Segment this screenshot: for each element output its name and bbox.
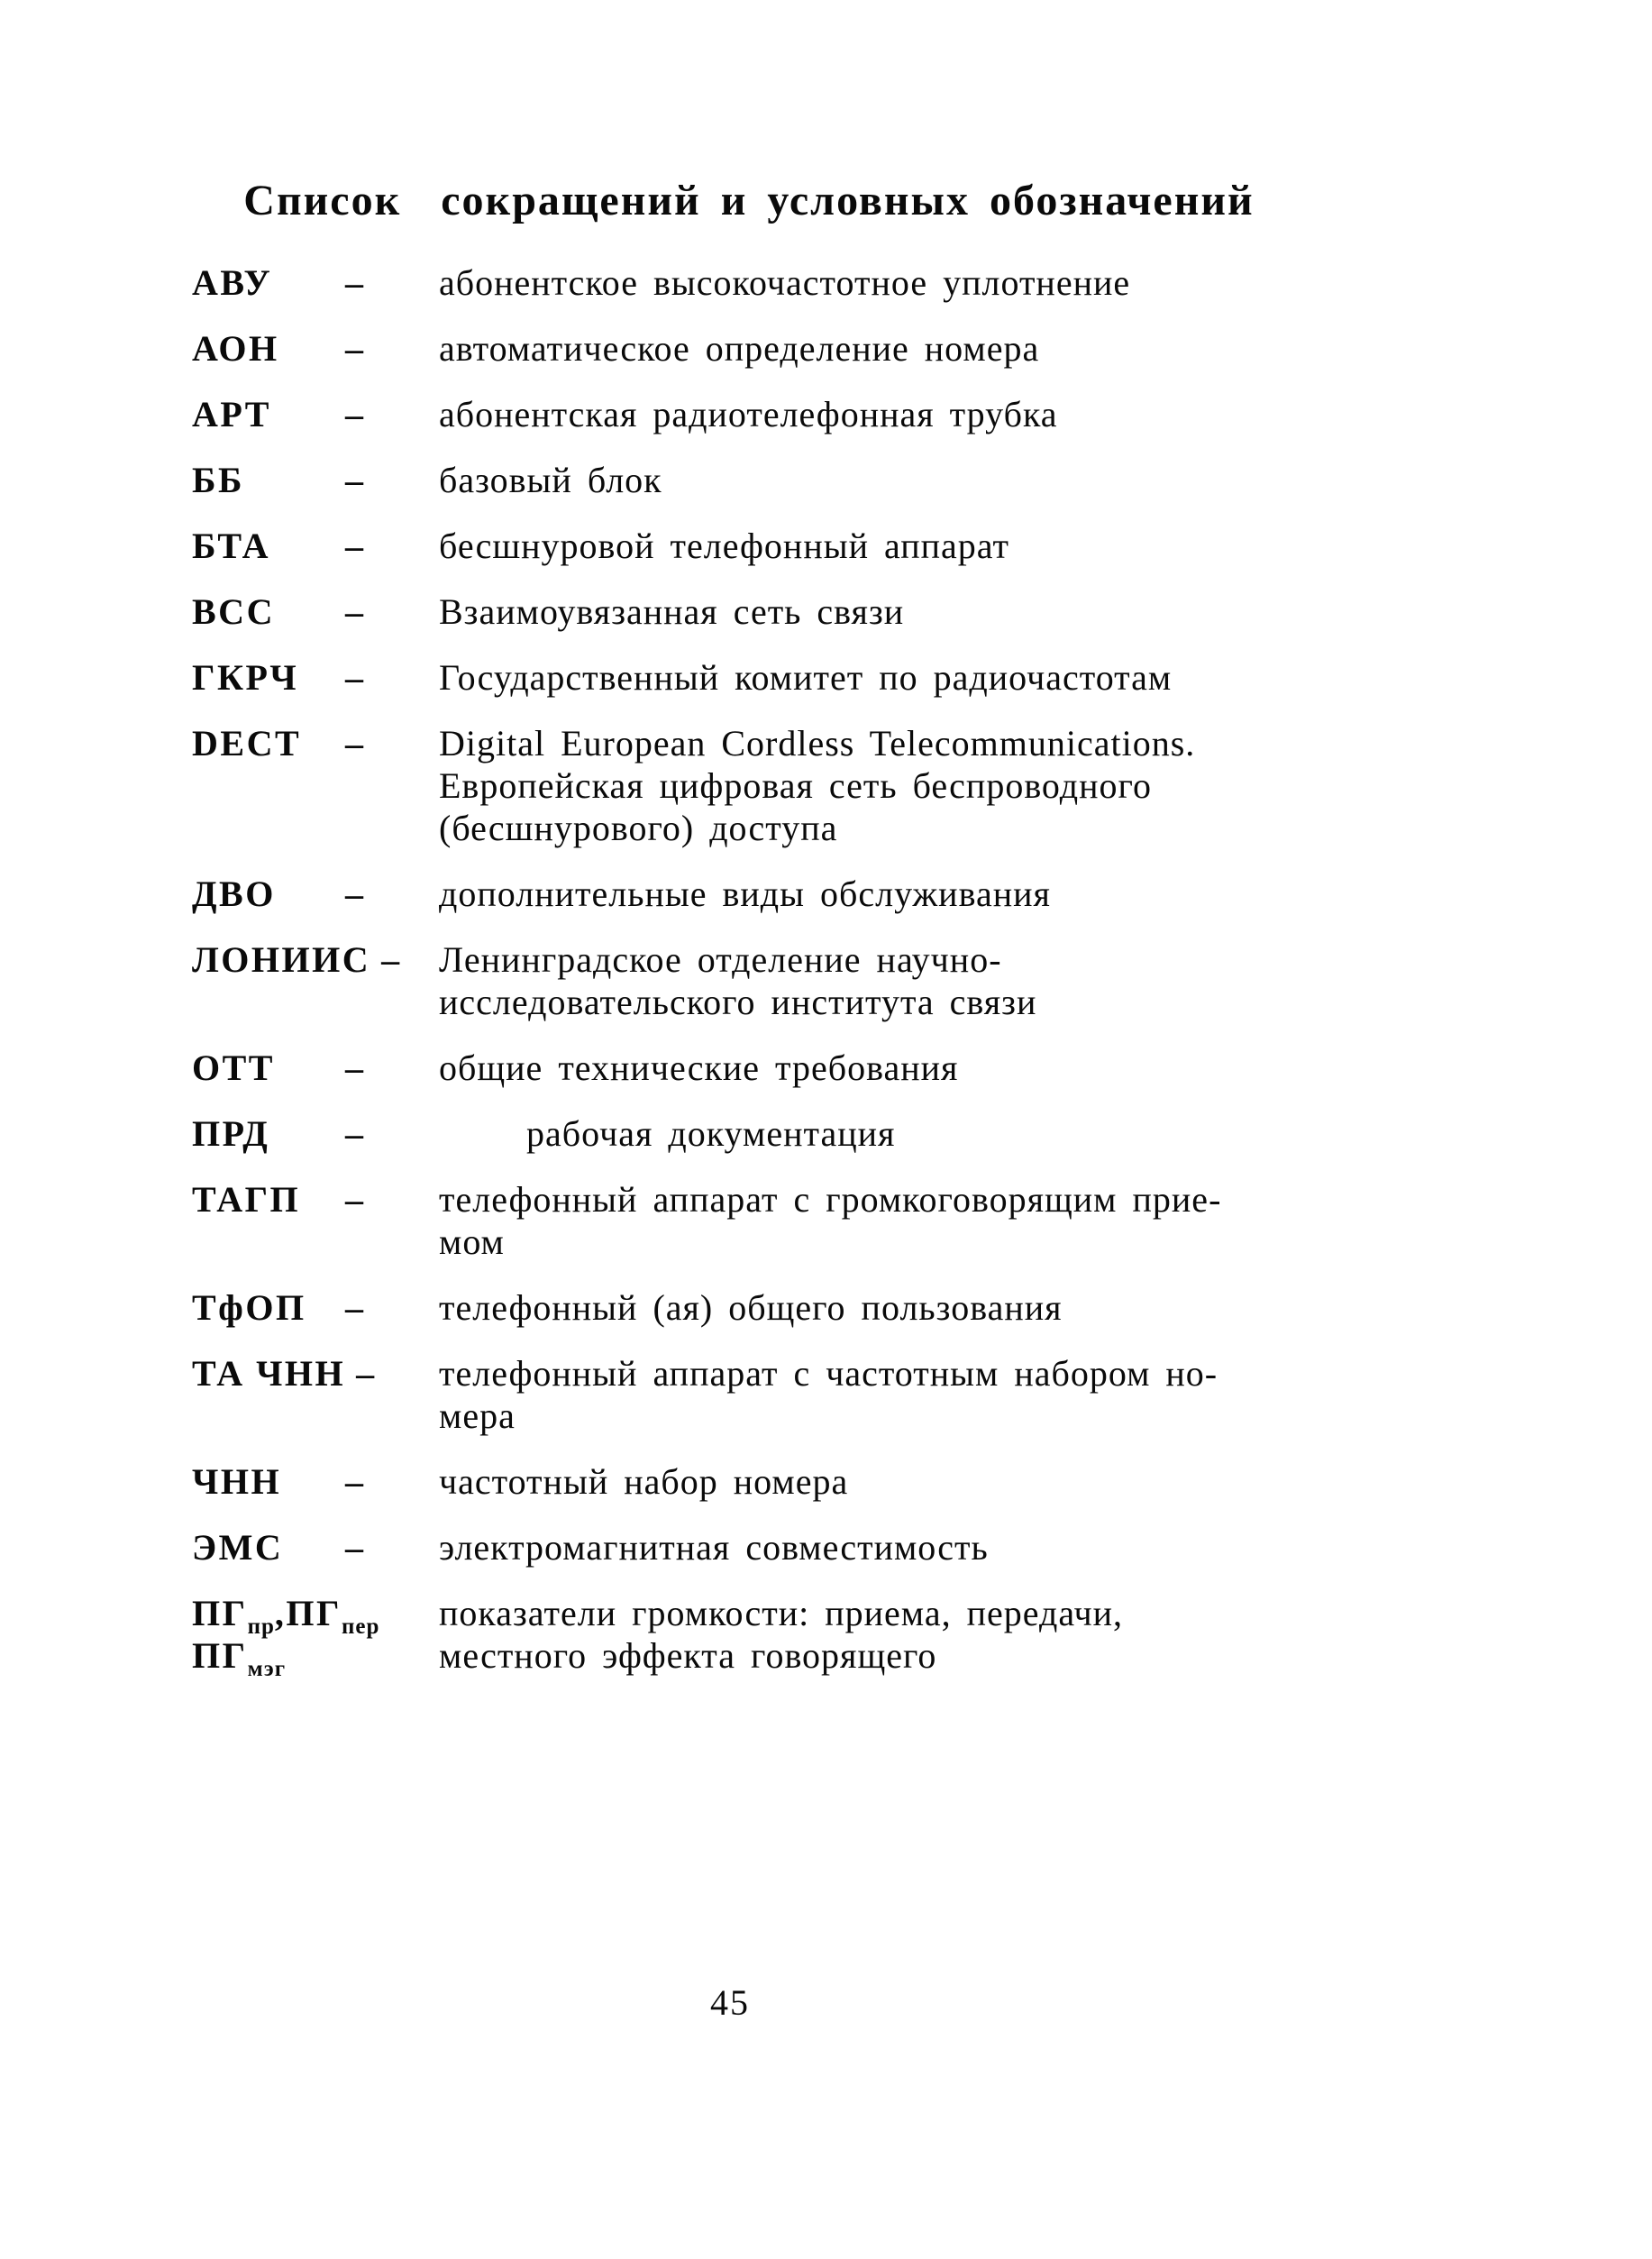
abbr-definition: [439, 1352, 1340, 1437]
abbr-term: [192, 1047, 275, 1089]
abbr-term-line: [192, 1352, 377, 1395]
definition-line: исследовательского института связи: [439, 982, 1037, 1022]
abbreviation-entry: [0, 459, 1652, 501]
abbreviation-entry: [0, 1286, 1652, 1329]
page-number: 45: [710, 1982, 750, 2023]
dash-separator: –: [345, 1461, 363, 1502]
abbreviation-entry: [0, 873, 1652, 915]
definition-line: абонентская радиотелефонная трубка: [439, 394, 1058, 434]
abbr-text: ПГ: [192, 1593, 248, 1633]
abbreviation-entry: [0, 1526, 1652, 1568]
abbr-definition: [439, 1460, 1340, 1503]
dash-separator: –: [345, 1047, 363, 1088]
abbr-term: [192, 261, 272, 304]
abbr-definition: [439, 1526, 1340, 1568]
abbr-term-line: [192, 1286, 306, 1329]
abbreviation-entry: [0, 261, 1652, 304]
abbr-term: [192, 1526, 283, 1568]
abbr-subscript: пр: [247, 1614, 275, 1639]
abbr-term-line: [192, 1526, 283, 1568]
definition-line: мера: [439, 1395, 516, 1436]
abbr-text: ВСС: [192, 591, 275, 632]
abbr-text: DECT: [192, 723, 302, 764]
definition-line: телефонный аппарат с громкоговорящим прие-: [439, 1179, 1222, 1220]
definition-line: Государственный комитет по радиочастотам: [439, 657, 1173, 698]
abbr-term: [192, 393, 271, 435]
abbr-definition: [439, 393, 1340, 435]
abbr-text: АВУ: [192, 262, 273, 303]
definition-line: дополнительные виды обслуживания: [439, 873, 1051, 914]
abbr-term: [192, 1592, 380, 1681]
abbr-term: [192, 1286, 306, 1329]
abbr-definition: [439, 656, 1340, 699]
abbr-definition: [439, 1592, 1340, 1677]
dash-separator: –: [345, 591, 363, 632]
abbreviation-entry: [0, 656, 1652, 699]
abbr-term: [192, 722, 301, 764]
abbr-definition: [439, 1286, 1340, 1329]
dash-separator: –: [345, 1527, 363, 1568]
abbr-term-line: [192, 1634, 379, 1681]
abbr-term-line: [192, 1112, 269, 1155]
abbr-subscript: пер: [341, 1614, 380, 1639]
abbr-term: [192, 327, 279, 370]
definition-line: базовый блок: [439, 460, 662, 500]
abbr-text: АОН: [192, 328, 279, 369]
definition-line: Европейская цифровая сеть беспроводного: [439, 765, 1152, 806]
abbreviation-entry: [0, 525, 1652, 567]
abbr-term: [192, 459, 244, 501]
abbr-definition: [439, 1178, 1340, 1263]
abbr-definition: [439, 1112, 1340, 1155]
definition-line: мом: [439, 1221, 505, 1262]
abbr-definition: [439, 938, 1340, 1023]
dash-separator: –: [345, 723, 363, 764]
abbr-term-line: [192, 938, 402, 981]
abbr-definition: [439, 722, 1340, 849]
abbr-term-line: [192, 393, 271, 435]
abbr-term-line: [192, 722, 301, 764]
definition-line: Ленинградское отделение научно-: [439, 939, 1002, 980]
abbr-definition: [439, 261, 1340, 304]
abbr-term-line: [192, 1178, 300, 1221]
dash-separator: –: [345, 526, 363, 566]
dash-separator: –: [345, 873, 363, 914]
abbr-definition: [439, 873, 1340, 915]
definition-line: Взаимоувязанная сеть связи: [439, 591, 905, 632]
dash-separator: –: [345, 657, 363, 698]
abbreviation-entry: [0, 327, 1652, 370]
abbr-term: [192, 1352, 377, 1395]
definition-line: рабочая документация: [526, 1113, 896, 1154]
abbr-term: [192, 590, 275, 633]
abbr-text: ,ПГ: [274, 1593, 342, 1633]
abbr-text: ЧНН: [192, 1461, 282, 1502]
abbr-definition: [439, 459, 1340, 501]
abbr-text: ББ: [192, 460, 244, 500]
abbr-term: [192, 1112, 269, 1155]
abbr-text: ЭМС: [192, 1527, 284, 1568]
abbreviation-entry: [0, 1592, 1652, 1681]
abbr-term-line: [192, 590, 275, 633]
abbreviation-entry: [0, 1112, 1652, 1155]
abbr-term: [192, 525, 270, 567]
abbr-text: ПРД: [192, 1113, 270, 1154]
definition-line: бесшнуровой телефонный аппарат: [439, 526, 1009, 566]
abbreviation-list: [0, 261, 1652, 1700]
definition-line: показатели громкости: приема, передачи,: [439, 1593, 1123, 1633]
definition-line: местного эффекта говорящего: [439, 1635, 937, 1676]
abbr-term: [192, 656, 298, 699]
page-title: Список сокращений и условных обозначений: [243, 177, 1255, 225]
abbr-text: АРТ: [192, 394, 271, 434]
definition-line: телефонный (ая) общего пользования: [439, 1287, 1063, 1328]
abbreviation-entry: [0, 1352, 1652, 1437]
definition-line: общие технические требования: [439, 1047, 959, 1088]
dash-separator: –: [356, 1353, 377, 1394]
abbr-term: [192, 1178, 300, 1221]
abbr-text: ТАГП: [192, 1179, 301, 1220]
abbr-text: БТА: [192, 526, 270, 566]
abbr-text: ТА ЧНН: [192, 1353, 346, 1394]
definition-line: (бесшнурового) доступа: [439, 808, 838, 848]
abbreviation-entry: [0, 1460, 1652, 1503]
abbreviation-entry: [0, 393, 1652, 435]
definition-line: электромагнитная совместимость: [439, 1527, 989, 1568]
definition-line: автоматическое определение номера: [439, 328, 1040, 369]
abbr-term-line: [192, 1460, 281, 1503]
abbr-definition: [439, 327, 1340, 370]
abbr-term-line: [192, 873, 276, 915]
dash-separator: –: [381, 939, 402, 980]
abbr-text: ЛОНИИС: [192, 939, 371, 980]
abbr-term: [192, 1460, 281, 1503]
abbr-term-line: [192, 656, 298, 699]
dash-separator: –: [345, 394, 363, 434]
dash-separator: –: [345, 262, 363, 303]
abbr-definition: [439, 525, 1340, 567]
abbr-term-line: [192, 327, 279, 370]
abbreviation-entry: [0, 1178, 1652, 1263]
abbr-term-line: [192, 525, 270, 567]
abbr-definition: [439, 590, 1340, 633]
dash-separator: –: [345, 1113, 363, 1154]
abbr-text: ПГ: [192, 1635, 248, 1676]
abbreviation-entry: [0, 938, 1652, 1023]
definition-line: частотный набор номера: [439, 1461, 849, 1502]
abbr-term-line: [192, 459, 244, 501]
dash-separator: –: [345, 328, 363, 369]
abbr-term-line: [192, 1592, 380, 1639]
abbr-text: ОТТ: [192, 1047, 275, 1088]
definition-line: телефонный аппарат с частотным набором но-: [439, 1353, 1218, 1394]
abbreviation-entry: [0, 590, 1652, 633]
abbr-text: ДВО: [192, 873, 276, 914]
dash-separator: –: [345, 460, 363, 500]
abbr-subscript: мэг: [247, 1657, 287, 1681]
abbr-definition: [439, 1047, 1340, 1089]
definition-line: Digital European Cordless Telecommunications.: [439, 723, 1196, 764]
abbr-text: ГКРЧ: [192, 657, 299, 698]
dash-separator: –: [345, 1179, 363, 1220]
dash-separator: –: [345, 1287, 363, 1328]
abbr-term: [192, 938, 402, 981]
abbr-term-line: [192, 261, 272, 304]
abbr-term: [192, 873, 276, 915]
abbr-term-line: [192, 1047, 275, 1089]
definition-line: абонентское высокочастотное уплотнение: [439, 262, 1131, 303]
abbreviation-entry: [0, 722, 1652, 849]
abbreviation-entry: [0, 1047, 1652, 1089]
abbr-text: ТфОП: [192, 1287, 306, 1328]
